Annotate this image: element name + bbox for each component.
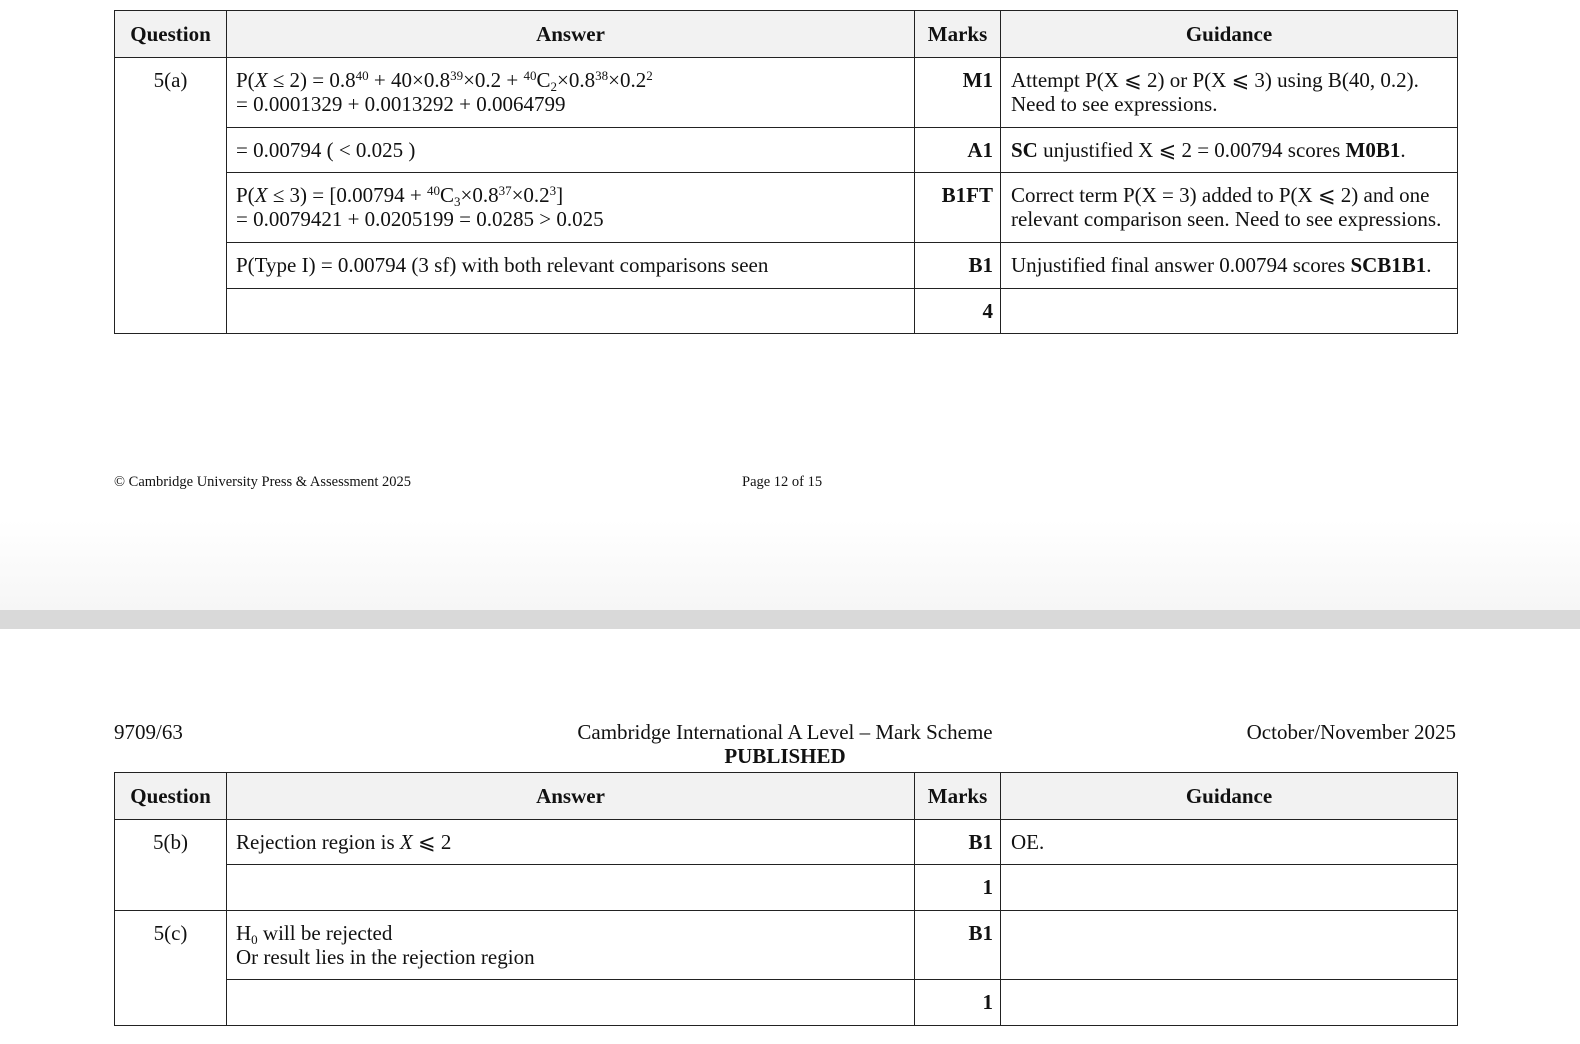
answer-cell: $P(X \le 2) = 0.8^{40} + 40\times 0.8^{39}\times 0.2 + ^{40}C_2\times 0.8^{38}\times 0.2^2$ = 0.0001329 + 0.0013292 + 0.0064799 [227, 58, 915, 128]
question-number: 5(c) [115, 911, 227, 1026]
header-marks: Marks [915, 773, 1001, 820]
mark-cell: B1FT [915, 173, 1001, 243]
guidance-cell-empty [1001, 289, 1458, 334]
header-answer: Answer [227, 11, 915, 58]
answer-cell-empty [227, 865, 915, 911]
header-question: Question [115, 11, 227, 58]
answer-cell: = 0.00794 ( < 0.025 ) [227, 128, 915, 173]
guidance-cell-empty [1001, 911, 1458, 980]
header-question: Question [115, 773, 227, 820]
answer-cell: $H_0$ will be rejected Or result lies in the rejection region [227, 911, 915, 980]
published-label: PUBLISHED [724, 744, 846, 768]
question-number: 5(b) [115, 820, 227, 911]
mark-cell: A1 [915, 128, 1001, 173]
table-row [115, 820, 1458, 865]
table-row [115, 911, 1458, 980]
header-guidance: Guidance [1001, 11, 1458, 58]
header-answer: Answer [227, 773, 915, 820]
table-row [115, 173, 1458, 243]
answer-cell: Rejection region is X ⩽ 2 [227, 820, 915, 865]
table-row-total [115, 980, 1458, 1026]
guidance-cell: SC unjustified X ⩽ 2 = 0.00794 scores M0B1. [1001, 128, 1458, 173]
total-marks: 1 [915, 980, 1001, 1026]
mark-cell: M1 [915, 58, 1001, 128]
header-guidance: Guidance [1001, 773, 1458, 820]
mark-cell: B1 [915, 911, 1001, 980]
header-marks: Marks [915, 11, 1001, 58]
exam-session: October/November 2025 [1246, 720, 1456, 744]
footer-copyright: © Cambridge University Press & Assessment 2025 [114, 474, 411, 490]
guidance-cell: Correct term P(X = 3) added to P(X ⩽ 2) and one relevant comparison seen. Need to see expressions. [1001, 173, 1458, 243]
answer-cell-empty [227, 980, 915, 1026]
table-row [115, 58, 1458, 128]
table-header-row [115, 773, 1458, 820]
mark-scheme-table-5a [114, 10, 1458, 334]
question-number: 5(a) [115, 58, 227, 334]
mark-cell: B1 [915, 243, 1001, 289]
guidance-cell: Unjustified final answer 0.00794 scores SCB1B1. [1001, 243, 1458, 289]
table-row-total [115, 289, 1458, 334]
mark-cell: B1 [915, 820, 1001, 865]
mark-scheme-table-5b-5c [114, 772, 1458, 1026]
total-marks: 4 [915, 289, 1001, 334]
table-row [115, 128, 1458, 173]
answer-cell-empty [227, 289, 915, 334]
guidance-cell-empty [1001, 865, 1458, 911]
guidance-cell: OE. [1001, 820, 1458, 865]
answer-cell: $P(X \le 3) = [0.00794 + ^{40}C_3\times 0.8^{37}\times 0.2^3]$ = 0.0079421 + 0.0205199 = 0.0285 > 0.025 [227, 173, 915, 243]
total-marks: 1 [915, 865, 1001, 911]
paper-code: 9709/63 [114, 720, 183, 744]
answer-cell: P(Type I) = 0.00794 (3 sf) with both relevant comparisons seen [227, 243, 915, 289]
table-header-row [115, 11, 1458, 58]
page-separator [0, 610, 1580, 629]
table-row [115, 243, 1458, 289]
footer-page-number: Page 12 of 15 [742, 474, 823, 490]
guidance-cell: Attempt P(X ⩽ 2) or P(X ⩽ 3) using B(40, 0.2). Need to see expressions. [1001, 58, 1458, 128]
guidance-cell-empty [1001, 980, 1458, 1026]
page-header-title: Cambridge International A Level – Mark Scheme PUBLISHED [530, 720, 1040, 768]
table-row-total [115, 865, 1458, 911]
